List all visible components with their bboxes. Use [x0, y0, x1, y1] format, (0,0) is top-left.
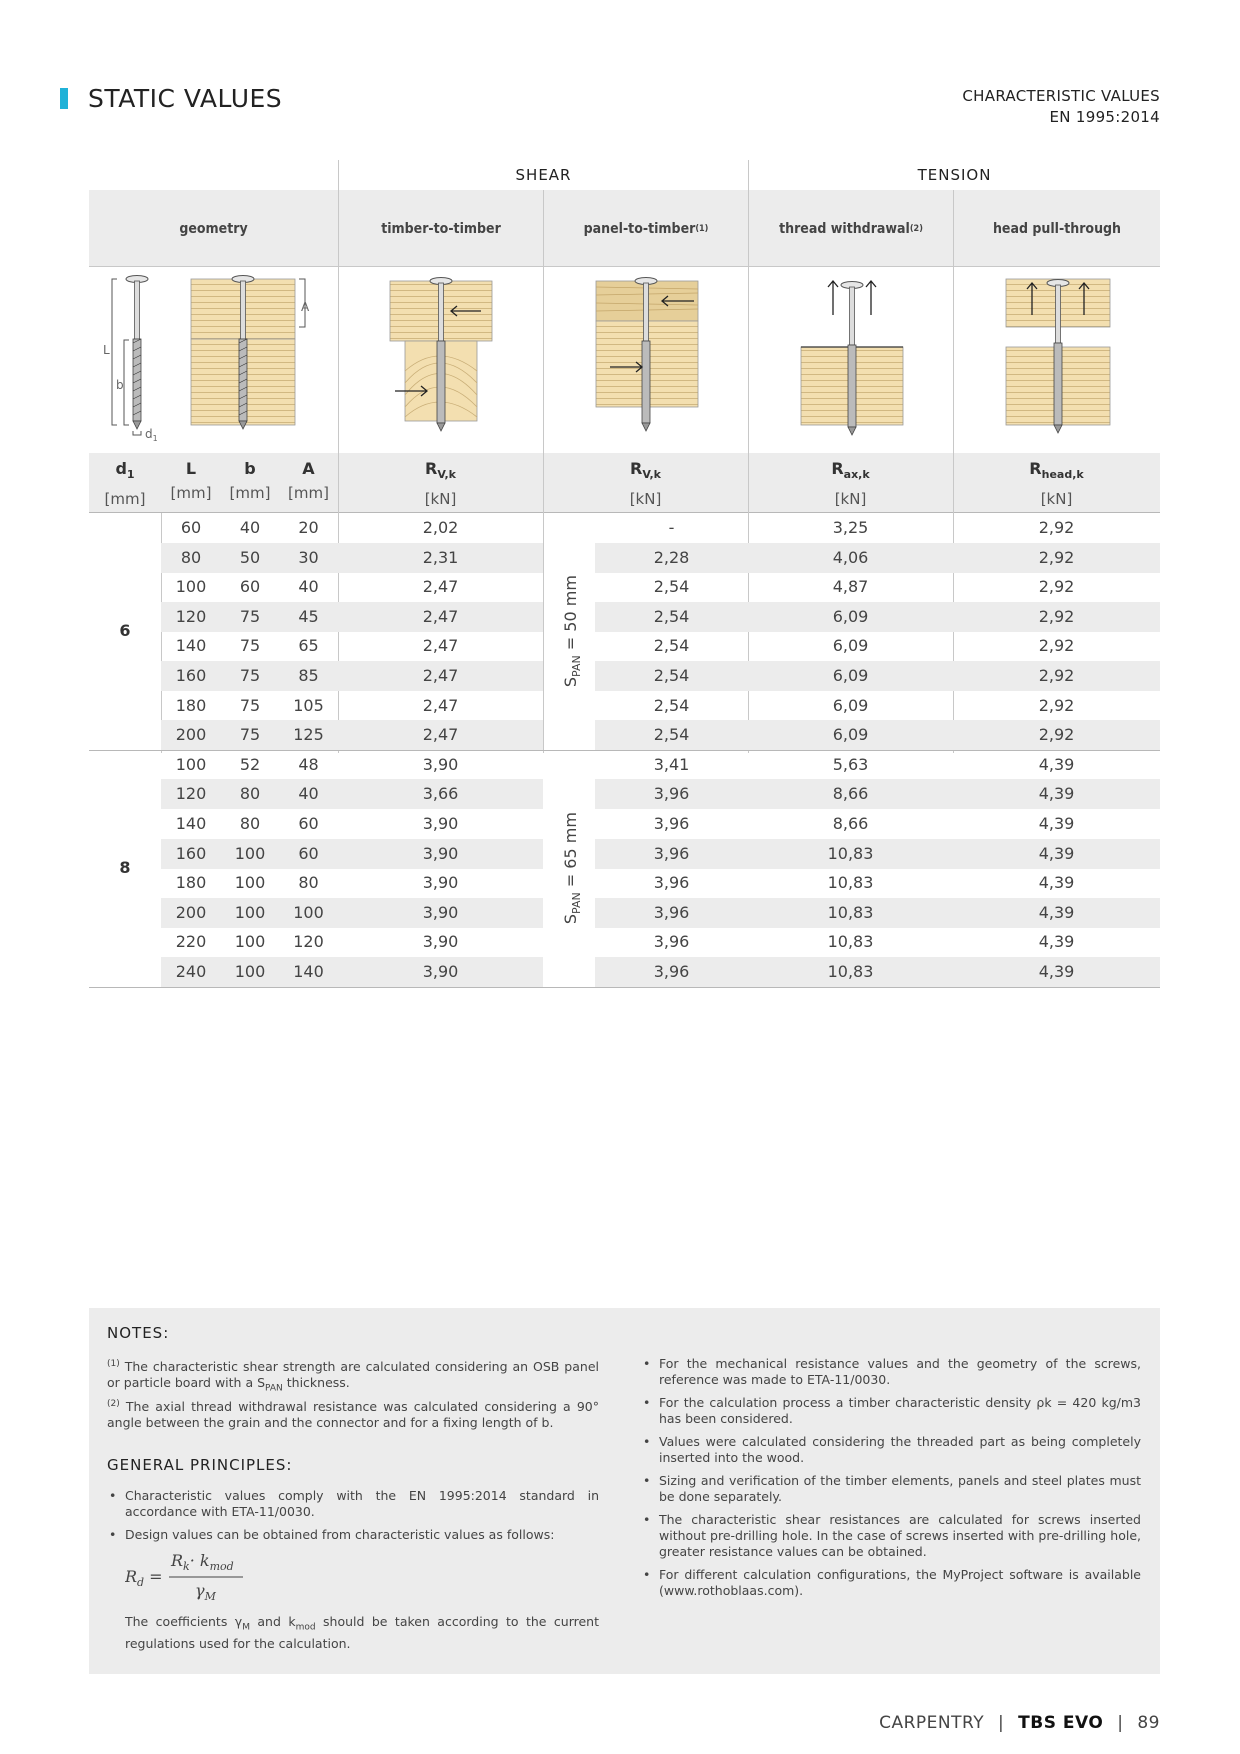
section-marker: [60, 88, 68, 109]
cell-rv-timber: 2,47: [422, 666, 459, 685]
diameter-group-label: 6: [119, 621, 131, 640]
cell-A: 120: [293, 932, 324, 952]
cell-rv-panel: 2,28: [653, 547, 690, 567]
cell-A: 100: [293, 902, 324, 922]
diameter-group-label: 8: [119, 857, 131, 877]
cell-rv-panel: 2,54: [653, 577, 690, 597]
cell-b: 100: [234, 902, 266, 922]
cell-rhead: 4,39: [1038, 902, 1075, 922]
principles-title: GENERAL PRINCIPLES:: [107, 1456, 293, 1474]
cell-rv-timber: 3,90: [422, 754, 459, 774]
cell-A: 80: [298, 873, 319, 893]
note-1: $^{(1)}$ The characteristic shear strength are calculated considering an OSB panel or particle board with a $S_{PAN}$ thickness.: [107, 1359, 599, 1394]
cell-rhead: 4,39: [1038, 784, 1075, 804]
svg-text:γM: $\gamma_M$: [195, 1581, 216, 1603]
cell-rax: 3,25: [832, 518, 869, 537]
cell-rhead: 2,92: [1038, 606, 1075, 626]
cell-A: 40: [298, 577, 319, 597]
note-bullet: • For the calculation process a timber characteristic density ρk = 420 kg/m3 has been considered.: [641, 1395, 1141, 1427]
cell-rv-panel: -: [668, 518, 675, 537]
cell-L: 120: [175, 784, 207, 804]
cell-rv-timber: 2,02: [422, 518, 459, 537]
table-row: [89, 839, 1160, 869]
cell-rhead: 4,39: [1038, 843, 1075, 863]
cell-b: 100: [234, 962, 266, 981]
design-formula: [125, 1548, 265, 1608]
dim-A-label: A: [301, 300, 310, 314]
standard-line-1: CHARACTERISTIC VALUES: [962, 87, 1160, 105]
cell-L: 140: [175, 814, 207, 833]
cell-rhead: 2,92: [1038, 666, 1075, 685]
cell-rv-timber: 2,47: [422, 636, 459, 656]
standard-line-2: EN 1995:2014: [1049, 108, 1160, 126]
cell-L: 160: [175, 666, 207, 685]
cell-rv-timber: 2,47: [422, 606, 459, 626]
cell-rax: 6,09: [832, 636, 869, 656]
cat-timber-to-timber: timber-to-timber: [338, 190, 543, 267]
cell-rax: 4,06: [832, 547, 869, 567]
group-shear: SHEAR: [338, 160, 748, 190]
cell-b: 75: [239, 636, 261, 656]
table-row: [89, 809, 1160, 839]
table-row: [89, 779, 1160, 809]
footer-page-number: 89: [1137, 1713, 1160, 1733]
principle-item: • Design values can be obtained from characteristic values as follows:: [107, 1527, 599, 1543]
cell-A: 40: [298, 784, 319, 804]
table-row: [89, 572, 1160, 602]
cell-b: 100: [234, 932, 266, 952]
cell-rv-timber: 2,31: [422, 547, 459, 567]
cell-L: 100: [175, 577, 207, 597]
cell-b: 75: [239, 725, 261, 745]
cell-A: 60: [298, 843, 319, 863]
cell-rv-panel: 3,96: [653, 932, 690, 952]
cell-rax: 10,83: [827, 843, 874, 863]
cell-rv-panel: 2,54: [653, 725, 690, 745]
cell-rv-panel: 2,54: [653, 636, 690, 656]
sym-d1: $d_1$ [mm]: [104, 459, 146, 509]
cell-rax: 8,66: [832, 784, 869, 804]
cell-rv-panel: 2,54: [653, 695, 690, 715]
cat-panel-to-timber: panel-to-timber (1): [543, 190, 748, 267]
cell-L: 160: [175, 843, 207, 863]
sym-b: b [mm]: [229, 459, 271, 502]
cell-rax: 8,66: [832, 814, 869, 833]
cell-L: 120: [175, 606, 207, 626]
notes-box: [89, 1308, 1160, 1674]
category-header-row: [89, 190, 1160, 267]
table-row: [89, 720, 1160, 750]
cell-rax: 6,09: [832, 725, 869, 745]
cell-rhead: 2,92: [1038, 695, 1075, 715]
cell-L: 80: [180, 547, 202, 567]
cell-rv-panel: 3,41: [653, 754, 690, 774]
table-row: [89, 691, 1160, 721]
cell-b: 80: [239, 784, 261, 804]
cell-rv-timber: 2,47: [422, 725, 459, 745]
head-pull-through-diagram: [953, 267, 1160, 453]
table-row: [89, 661, 1160, 691]
sym-rhead: $R_{head,k}$ [kN]: [1029, 459, 1084, 509]
note-bullet: • Values were calculated considering the threaded part as being completely inserted into the wood.: [641, 1434, 1141, 1466]
geometry-diagram: [89, 267, 338, 453]
table-row: [89, 927, 1160, 957]
table-row: [89, 602, 1160, 632]
cell-rv-panel: 3,96: [653, 843, 690, 863]
cell-rax: 10,83: [827, 902, 874, 922]
cell-A: 65: [298, 636, 319, 656]
cell-rhead: 4,39: [1038, 873, 1075, 893]
cell-rhead: 2,92: [1038, 547, 1075, 567]
cell-rv-panel: 3,96: [653, 902, 690, 922]
cell-b: 100: [234, 843, 266, 863]
cell-rax: 6,09: [832, 666, 869, 685]
cell-rv-timber: 2,47: [422, 577, 459, 597]
table-row: [89, 631, 1160, 661]
cell-A: 45: [298, 606, 319, 626]
group-tension: TENSION: [748, 160, 1160, 190]
cell-A: 140: [293, 962, 324, 981]
note-bullet: • For the mechanical resistance values and the geometry of the screws, reference was made to ETA-11/0030.: [641, 1356, 1141, 1388]
cell-b: 75: [239, 606, 261, 626]
cell-A: 30: [298, 547, 319, 567]
cell-rv-timber: 2,47: [422, 695, 459, 715]
cell-L: 200: [175, 725, 207, 745]
notes-title: NOTES:: [107, 1324, 170, 1342]
cell-rv-panel: 2,54: [653, 606, 690, 626]
cell-rhead: 4,39: [1038, 814, 1075, 833]
cell-rax: 10,83: [827, 873, 874, 893]
page-footer: CARPENTRY | TBS EVO | 89: [879, 1713, 1160, 1733]
principle-item: • Characteristic values comply with the EN 1995:2014 standard in accordance with ETA-11/0030.: [107, 1488, 599, 1520]
cell-rhead: 4,39: [1038, 932, 1075, 952]
table-row: [89, 513, 1160, 543]
sym-A: A [mm]: [288, 459, 329, 502]
dim-b-label: b: [116, 378, 124, 392]
timber-to-timber-diagram: [338, 267, 543, 453]
dim-L-label: L: [103, 343, 110, 357]
sym-rv-timber: $R_{V,k}$ [kN]: [424, 459, 457, 509]
cell-A: 125: [293, 725, 324, 745]
table-row: [89, 543, 1160, 573]
cell-rhead: 4,39: [1038, 962, 1075, 981]
cell-rax: 6,09: [832, 695, 869, 715]
cell-A: 85: [298, 666, 319, 685]
sym-rax: $R_{ax,k}$ [kN]: [831, 459, 870, 509]
sym-rv-panel: $R_{V,k}$ [kN]: [629, 459, 662, 509]
cell-A: 20: [298, 518, 319, 537]
cell-rv-timber: 3,90: [422, 843, 459, 863]
cell-A: 105: [293, 695, 324, 715]
cell-rhead: 2,92: [1038, 577, 1075, 597]
cell-L: 60: [180, 518, 202, 537]
cell-rhead: 2,92: [1038, 636, 1075, 656]
cell-b: 80: [239, 814, 261, 833]
svg-text:d1: $d_1$: [145, 427, 158, 443]
cell-A: 60: [298, 814, 319, 833]
cell-rhead: 2,92: [1038, 518, 1075, 537]
notes-right-list: [641, 1356, 1141, 1606]
cell-b: 75: [239, 666, 261, 685]
cell-rv-panel: 2,54: [653, 666, 690, 685]
table-row: [89, 898, 1160, 928]
cell-L: 140: [175, 636, 207, 656]
cell-L: 220: [175, 932, 207, 952]
symbol-row: [89, 453, 1160, 513]
cell-L: 240: [175, 962, 207, 981]
note-bullet: • Sizing and verification of the timber elements, panels and steel plates must be done separately.: [641, 1473, 1141, 1505]
cell-b: 52: [239, 754, 261, 774]
cell-rax: 6,09: [832, 606, 869, 626]
cell-L: 180: [175, 695, 207, 715]
panel-thickness-label: $S_{PAN} = 65$ mm: [560, 812, 584, 925]
cat-thread-withdrawal: thread withdrawal (2): [748, 190, 953, 267]
table-row: [89, 750, 1160, 780]
cell-rv-timber: 3,90: [422, 873, 459, 893]
cell-rv-timber: 3,90: [422, 902, 459, 922]
standard-reference: [962, 86, 1160, 128]
svg-text:Rk· kmod: $R_k\cdot k_{mod}$: [171, 1551, 234, 1573]
cell-b: 60: [239, 577, 261, 597]
cell-rax: 4,87: [832, 577, 869, 597]
note-bullet: • The characteristic shear resistances are calculated for screws inserted without pre-drilling hole. In the case of screws inserted with pre-drilling hole, greater resistance values can be obtained.: [641, 1512, 1141, 1560]
cell-rv-panel: 3,96: [653, 814, 690, 833]
footer-section: CARPENTRY: [879, 1713, 985, 1733]
note-bullet: • For different calculation configurations, the MyProject software is available (www.rothoblaas.com).: [641, 1567, 1141, 1599]
sym-L: L [mm]: [170, 459, 212, 502]
cell-rv-timber: 3,90: [422, 962, 459, 981]
principles-list: [107, 1488, 599, 1550]
cell-b: 100: [234, 873, 266, 893]
table-row: [89, 957, 1160, 987]
cell-rax: 10,83: [827, 932, 874, 952]
cell-A: 48: [298, 754, 319, 774]
panel-thickness-label: $S_{PAN} = 50$ mm: [560, 575, 584, 688]
panel-to-timber-diagram: [543, 267, 748, 453]
cat-geometry: geometry: [179, 220, 248, 237]
footer-product: TBS EVO: [1018, 1713, 1104, 1733]
cell-b: 50: [239, 547, 261, 567]
cell-rv-timber: 3,66: [422, 784, 459, 804]
coefficients-note: The coefficients $\gamma_M$ and $k_{mod}$ should be taken according to the current regulations used for the calculation.: [125, 1614, 599, 1651]
cell-rax: 10,83: [827, 962, 874, 981]
cell-rv-timber: 3,90: [422, 814, 459, 833]
cell-rhead: 4,39: [1038, 754, 1075, 774]
note-2: $^{(2)}$ The axial thread withdrawal resistance was calculated considering a 90° angle between the grain and the connector and for a fixing length of b.: [107, 1399, 599, 1431]
cell-L: 100: [175, 754, 207, 774]
cell-b: 40: [239, 518, 261, 537]
cell-L: 200: [175, 902, 207, 922]
cell-rv-panel: 3,96: [653, 784, 690, 804]
cell-rv-timber: 3,90: [422, 932, 459, 952]
group-separator: [89, 987, 1160, 988]
thread-withdrawal-diagram: [748, 267, 953, 453]
cat-head-pull-through: head pull-through: [953, 190, 1160, 267]
cell-L: 180: [175, 873, 207, 893]
cell-rv-panel: 3,96: [653, 873, 690, 893]
table-row: [89, 868, 1160, 898]
page-title: STATIC VALUES: [88, 84, 283, 113]
svg-text:Rd =: $R_d$ =: [125, 1567, 163, 1589]
cell-rhead: 2,92: [1038, 725, 1075, 745]
cell-b: 75: [239, 695, 261, 715]
cell-rax: 5,63: [832, 754, 869, 774]
cell-rv-panel: 3,96: [653, 962, 690, 981]
